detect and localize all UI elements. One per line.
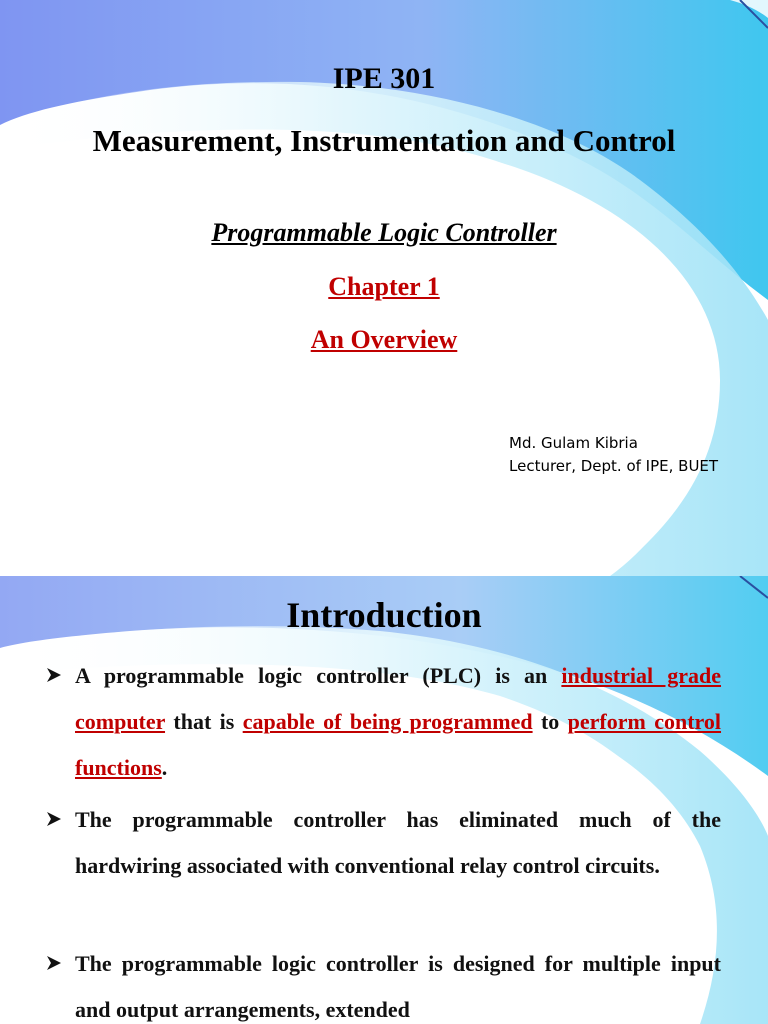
arrow-bullet-icon bbox=[43, 941, 67, 987]
author-name: Md. Gulam Kibria bbox=[509, 434, 638, 452]
bullet-item bbox=[75, 797, 721, 889]
bullet-text: to bbox=[532, 709, 568, 734]
bullet-text: A programmable logic controller (PLC) is an bbox=[75, 663, 562, 688]
course-code: IPE 301 bbox=[332, 62, 436, 95]
chapter-heading: Chapter 1 bbox=[328, 272, 440, 301]
highlighted-term: perform control functions bbox=[75, 709, 722, 780]
bullet-text: that is bbox=[165, 709, 243, 734]
arrow-bullet-icon bbox=[43, 797, 67, 843]
highlighted-term: capable of being programmed bbox=[242, 709, 533, 734]
introduction-slide bbox=[0, 576, 768, 1024]
topic-heading: Programmable Logic Controller bbox=[211, 218, 557, 247]
bullet-item bbox=[75, 941, 721, 1024]
chapter-subtitle: An Overview bbox=[310, 325, 458, 354]
slide-title: Introduction bbox=[286, 595, 482, 635]
author-role: Lecturer, Dept. of IPE, BUET bbox=[509, 457, 719, 475]
course-title: Measurement, Instrumentation and Control bbox=[92, 123, 676, 158]
arrow-bullet-icon bbox=[43, 653, 67, 699]
bullet-text: . bbox=[161, 755, 168, 780]
bullet-item bbox=[75, 653, 721, 791]
bullet-text: The programmable controller has eliminated much of the hardwiring associated with conventional relay control circuits. bbox=[75, 807, 721, 878]
highlighted-term: industrial grade computer bbox=[75, 663, 721, 734]
bullet-text: The programmable logic controller is designed for multiple input and output arrangements, extended bbox=[75, 951, 721, 1022]
